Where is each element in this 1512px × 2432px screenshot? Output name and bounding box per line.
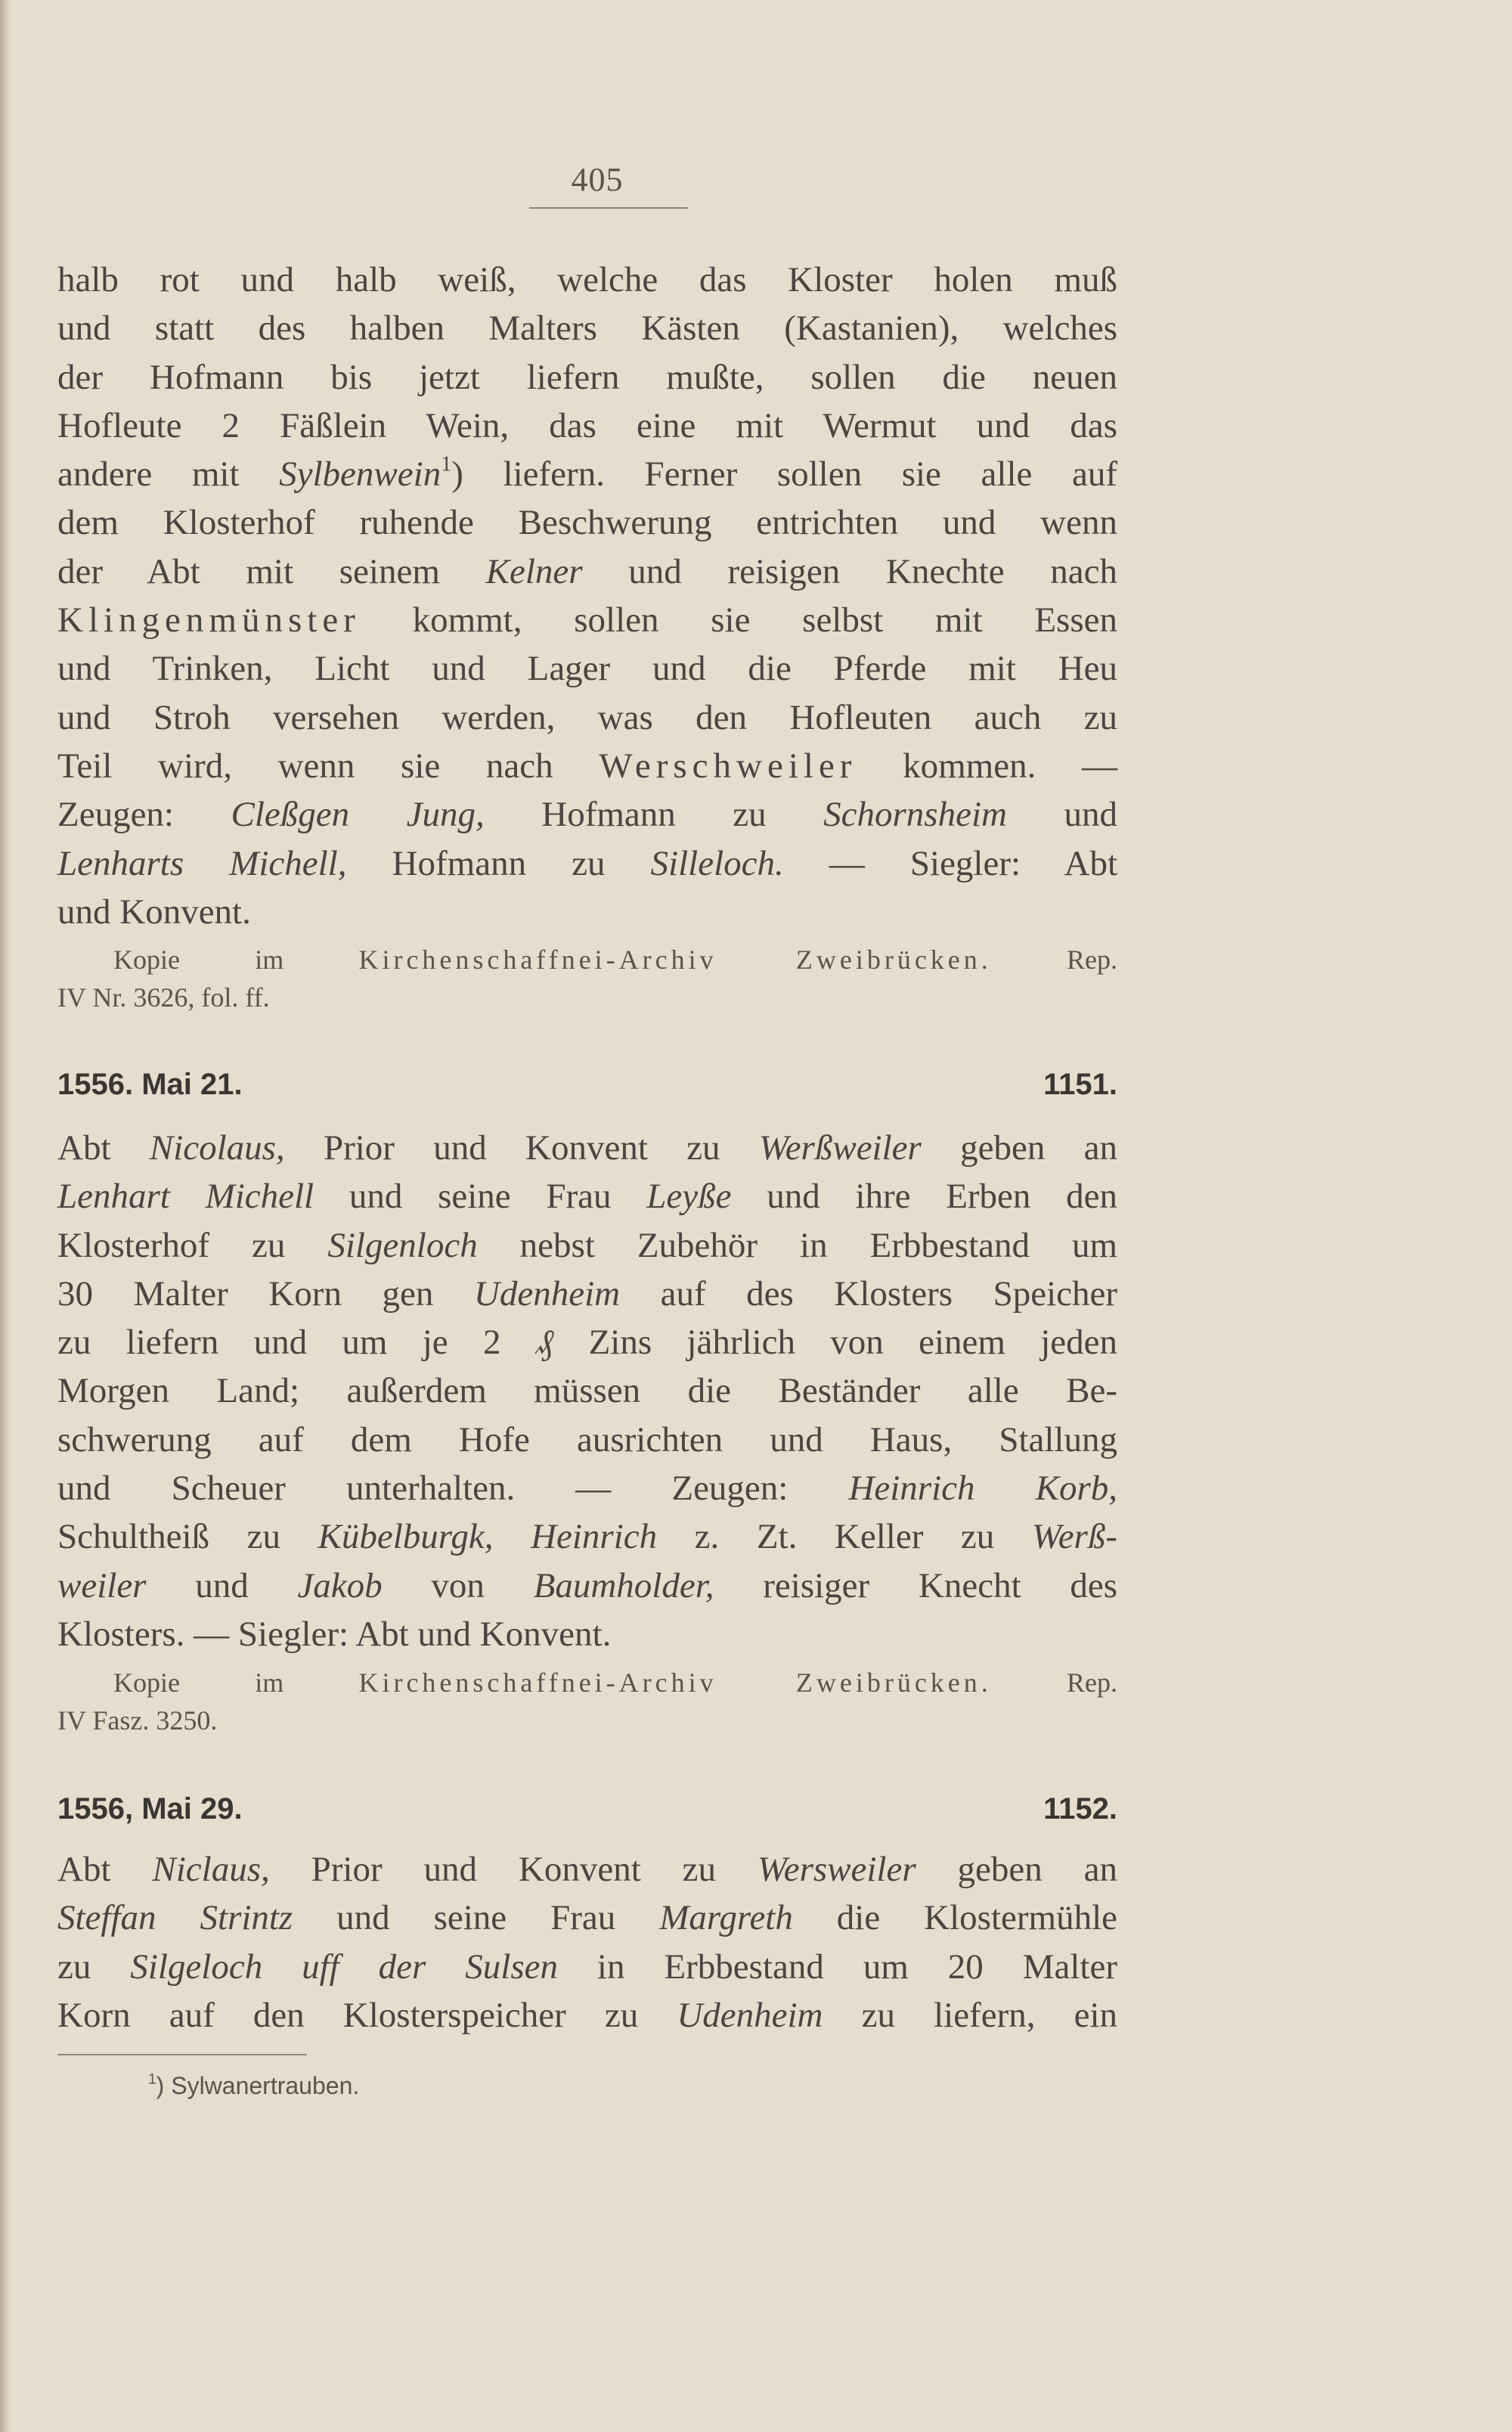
- text-line: Morgen Land; außerdem müssen die Beständer alle Be-: [57, 1371, 1117, 1411]
- italic-name: Kelner: [485, 551, 583, 591]
- source-note: [57, 941, 1118, 1016]
- italic-name: Lenharts Michell,: [57, 843, 347, 883]
- text-line: zu liefern und um je 2 ₰ Zins jährlich von einem jeden: [57, 1323, 1117, 1363]
- text-line: der Abt mit seinem Kelner und reisigen Knechte nach: [57, 551, 1117, 591]
- italic-name: Sylbenwein: [279, 454, 442, 495]
- source-line: IV Fasz. 3250.: [57, 1705, 218, 1736]
- italic-name: Silleloch.: [650, 843, 784, 883]
- footnote-rule: [57, 2054, 307, 2055]
- spaced-place-name: Klingenmünster: [57, 600, 361, 641]
- text-line: Lenhart Michell und seine Frau Leyße und ihre Erben den: [57, 1177, 1117, 1217]
- pfennig-symbol: ₰: [535, 1323, 554, 1363]
- text-line: zu Silgeloch uff der Sulsen in Erbbestand um 20 Malter: [57, 1947, 1117, 1987]
- source-line: IV Nr. 3626, fol. ff.: [57, 982, 270, 1013]
- spaced-place-name: Werschweiler: [599, 746, 857, 786]
- text-line: der Hofmann bis jetzt liefern mußte, sollen die neuen: [57, 357, 1117, 397]
- text-line: Klingenmünster kommt, sollen sie selbst mit Essen: [57, 600, 1117, 641]
- text-line: Abt Nicolaus, Prior und Konvent zu Werßweiler geben an: [57, 1128, 1117, 1168]
- entry-number: 1151.: [1043, 1068, 1117, 1101]
- text-line: und Stroh versehen werden, was den Hofleuten auch zu: [57, 697, 1117, 737]
- text-line: Korn auf den Klosterspeicher zu Udenheim zu liefern, ein: [57, 1995, 1117, 2035]
- entry-number: 1152.: [1043, 1792, 1117, 1826]
- page-edge: [0, 0, 11, 2432]
- text-line: dem Klosterhof ruhende Beschwerung entrichten und wenn: [57, 503, 1117, 543]
- text-line: Klosters. — Siegler: Abt und Konvent.: [57, 1614, 612, 1654]
- text-line: weiler und Jakob von Baumholder, reisiger Knecht des: [57, 1565, 1118, 1605]
- page-number: 405: [571, 161, 624, 198]
- text-line: Lenharts Michell, Hofmann zu Silleloch. — Siegler: Abt: [57, 843, 1118, 883]
- footnote-marker: 1: [148, 2071, 156, 2088]
- source-line: Kopie im Kirchenschaffnei-Archiv Zweibrücken. Rep.: [113, 945, 1118, 975]
- text-line: Abt Niclaus, Prior und Konvent zu Wersweiler geben an: [57, 1850, 1117, 1889]
- entry-date: 1556. Mai 21.: [57, 1068, 243, 1101]
- text-line: Klosterhof zu Silgenloch nebst Zubehör in Erbbestand um: [57, 1225, 1118, 1265]
- text-line: Hofleute 2 Fäßlein Wein, das eine mit Wermut und das: [57, 405, 1117, 445]
- entry-paragraph: [57, 1124, 1117, 1658]
- source-note: [57, 1664, 1118, 1739]
- text-line: halb rot und halb weiß, welche das Kloster holen muß: [57, 260, 1117, 299]
- source-line: Kopie im Kirchenschaffnei-Archiv Zweibrücken. Rep.: [113, 1667, 1118, 1698]
- footnote-text: ) Sylwanertrauben.: [156, 2072, 360, 2099]
- text-line: und Trinken, Licht und Lager und die Pferde mit Heu: [57, 649, 1117, 689]
- text-line: schwerung auf dem Hofe ausrichten und Haus, Stallung: [57, 1419, 1117, 1460]
- text-line: andere mit Sylbenwein$^1$) liefern. Ferner sollen sie alle auf: [57, 452, 1117, 495]
- entry-date: 1556, Mai 29.: [57, 1792, 243, 1826]
- text-line: Zeugen: Cleßgen Jung, Hofmann zu Schornsheim und: [57, 795, 1117, 835]
- text-line: Steffan Strintz und seine Frau Margreth die Klostermühle: [57, 1898, 1117, 1938]
- text-line: Teil wird, wenn sie nach Werschweiler kommen. —: [57, 746, 1117, 786]
- footnote: [148, 2072, 359, 2100]
- text-line: und statt des halben Malters Kästen (Kastanien), welches: [57, 309, 1117, 349]
- entry-paragraph: [57, 1845, 1117, 2040]
- text-line: 30 Malter Korn gen Udenheim auf des Klosters Speicher: [57, 1273, 1117, 1314]
- text-line: und Scheuer unterhalten. — Zeugen: Heinrich Korb,: [57, 1469, 1117, 1509]
- page-number-rule: [529, 207, 688, 209]
- italic-name: Schornsheim: [823, 795, 1007, 835]
- italic-name: Cleßgen Jung,: [231, 795, 485, 835]
- text-line: und Konvent.: [57, 892, 251, 932]
- continuation-paragraph: [57, 256, 1117, 936]
- text-line: Schultheiß zu Kübelburgk, Heinrich z. Zt. Keller zu Werß-: [57, 1517, 1117, 1557]
- footnote-ref: 1: [441, 452, 452, 476]
